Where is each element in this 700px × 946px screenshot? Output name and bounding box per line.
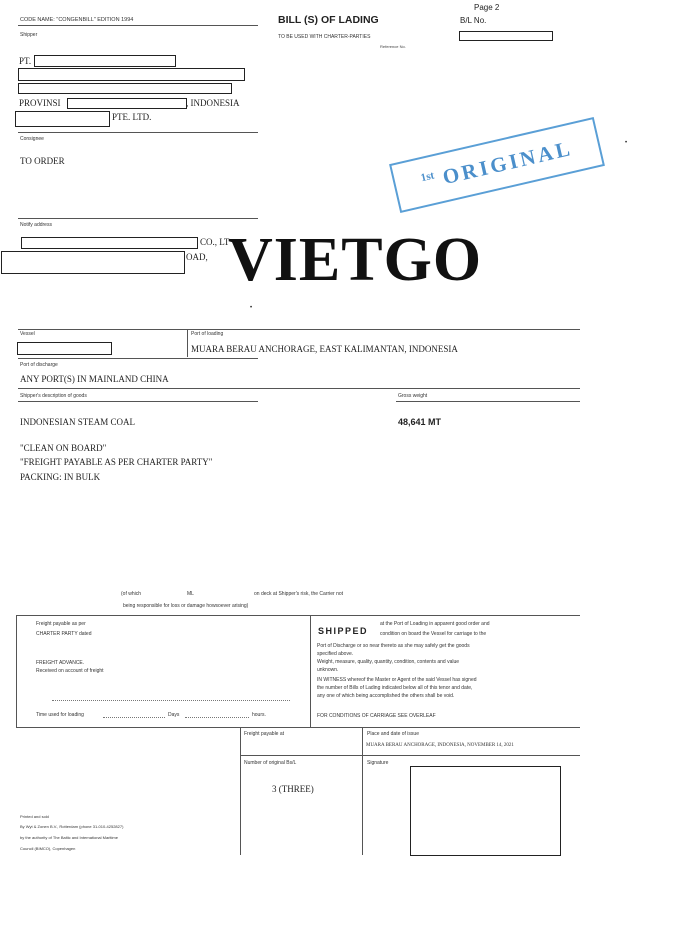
freight-payable-at: Freight payable at [244, 731, 285, 737]
shipper-company-redaction [15, 111, 110, 127]
place-date-value: MUARA BERAU ANCHORAGE, INDONESIA, NOVEMBER 14, 2021 [366, 743, 514, 748]
deck-note-1b: ML [187, 591, 194, 597]
divider [16, 615, 17, 728]
dotted-line [52, 700, 290, 701]
notify-line1: CO., LT [200, 237, 230, 247]
place-date-label: Place and date of issue [367, 731, 419, 737]
charter-note: TO BE USED WITH CHARTER-PARTIES [278, 34, 371, 40]
freight-advance: FREIGHT ADVANCE. [36, 660, 85, 666]
reference-no: Reference No. [380, 44, 406, 49]
port-discharge-label: Port of discharge [20, 362, 58, 368]
divider [18, 401, 258, 402]
notify-redaction [21, 237, 198, 249]
hours-label: hours. [252, 712, 266, 718]
vessel-redaction [17, 342, 112, 355]
printer-line-3: by the authority of The Baltic and International Maritime [20, 835, 118, 840]
port-loading-label: Port of loading [191, 331, 224, 337]
shipped-text-8: the number of Bills of Lading indicated below all of this tenor and date, [317, 685, 473, 691]
port-loading-value: MUARA BERAU ANCHORAGE, EAST KALIMANTAN, INDONESIA [191, 344, 458, 354]
dotted-line [185, 717, 249, 718]
mark: • [625, 140, 628, 146]
divider [310, 615, 311, 728]
printer-line-4: Council (BIMCO), Copenhagen [20, 846, 76, 851]
bl-number-redaction [459, 31, 553, 41]
printer-line-1: Printed and sold [20, 814, 49, 819]
page-number: Page 2 [474, 3, 500, 12]
shipper-province-redaction [67, 98, 187, 109]
goods-description: INDONESIAN STEAM COAL [20, 417, 135, 427]
shipper-name-redaction [34, 55, 176, 67]
code-name: CODE NAME: "CONGENBILL" EDITION 1994 [20, 17, 134, 23]
shipper-province: PROVINSI [19, 98, 61, 108]
divider [18, 329, 580, 330]
divider [18, 218, 258, 219]
divider [240, 755, 580, 756]
original-stamp: $^{1st}$ ORIGINAL [389, 117, 605, 213]
deck-note-1a: (of which [121, 591, 142, 597]
divider [187, 329, 188, 357]
shipper-pt: PT. [19, 56, 32, 66]
bl-no-label: B/L No. [460, 16, 487, 25]
vietgo-watermark: VIETGO [228, 226, 483, 294]
deck-note-1c: on deck at Shipper's risk, the Carrier not [254, 591, 344, 597]
packing: PACKING: IN BULK [20, 472, 101, 482]
divider [18, 132, 258, 133]
notify-line2: OAD, [186, 252, 208, 262]
originals-label: Number of original Bs/L [244, 760, 297, 766]
days-label: Days [168, 712, 180, 718]
divider [18, 388, 580, 389]
shipper-label: Shipper [20, 32, 38, 38]
shipped-text-9: any one of which being accomplished the others shall be void. [317, 693, 455, 699]
divider [18, 358, 258, 359]
gross-weight-value: 48,641 MT [398, 417, 442, 427]
dotted-line [103, 717, 165, 718]
shipped-text-6: unknown. [317, 667, 339, 673]
charter-party-dated: CHARTER PARTY dated [36, 631, 92, 637]
conditions-overleaf: FOR CONDITIONS OF CARRIAGE SEE OVERLEAF [317, 713, 436, 719]
divider [16, 727, 580, 728]
freight-payable-label: Freight payable as per [36, 621, 86, 627]
deck-note-2: being responsible for loss or damage howsoever arising) [123, 603, 249, 609]
notify-label: Notify address [20, 222, 52, 228]
divider [16, 615, 580, 616]
shipper-country: , INDONESIA [186, 98, 240, 108]
shipped-text-7: IN WITNESS whereof the Master or Agent of the said Vessel has signed [317, 677, 477, 683]
port-discharge-value: ANY PORT(S) IN MAINLAND CHINA [20, 374, 169, 384]
shipper-address-redaction [18, 68, 245, 81]
signature-redaction [410, 766, 561, 856]
printer-line-2: By Wyt & Zonen B.V., Rotterdam (phone 31-010-4252827) [20, 824, 124, 829]
consignee-value: TO ORDER [20, 156, 65, 166]
shipped-text-1: at the Port of Loading in apparent good order and [380, 621, 490, 627]
notify-redaction-2 [1, 251, 185, 274]
divider [240, 727, 241, 855]
goods-label: Shipper's description of goods [20, 393, 87, 399]
shipped-text-3: Port of Discharge or so near thereto as she may safely get the goods [317, 643, 470, 649]
mark: • [250, 305, 253, 311]
shipped-text-2: condition on board the Vessel for carriage to the [380, 631, 487, 637]
shipped-text-5: Weight, measure, quality, quantity, condition, contents and value [317, 659, 460, 665]
shipped-title: SHIPPED [318, 626, 369, 636]
signature-label: Signature [367, 760, 389, 766]
time-used-label: Time used for loading [36, 712, 84, 718]
shipper-address-redaction-2 [18, 83, 232, 94]
vessel-label: Vessel [20, 331, 35, 337]
shipped-text-4: specified above. [317, 651, 354, 657]
shipper-pte: PTE. LTD. [112, 112, 152, 122]
document-title: BILL (S) OF LADING [278, 14, 379, 26]
gross-weight-label: Gross weight [398, 393, 428, 399]
freight-terms: "FREIGHT PAYABLE AS PER CHARTER PARTY" [20, 457, 213, 467]
freight-received: Received on account of freight [36, 668, 104, 674]
clean-on-board: "CLEAN ON BOARD" [20, 443, 107, 453]
consignee-label: Consignee [20, 136, 44, 142]
originals-value: 3 (THREE) [272, 784, 314, 794]
divider [362, 727, 363, 855]
divider [18, 25, 258, 26]
divider [396, 401, 580, 402]
